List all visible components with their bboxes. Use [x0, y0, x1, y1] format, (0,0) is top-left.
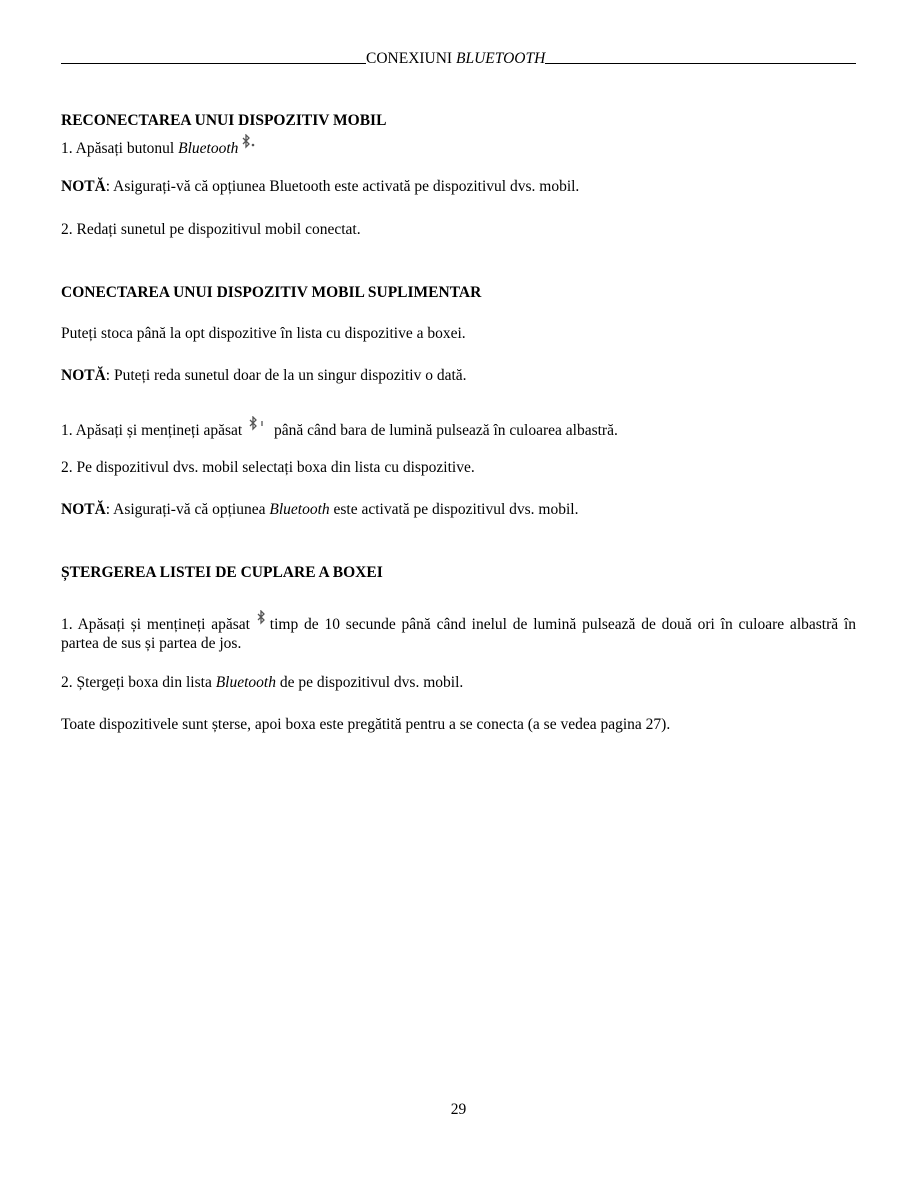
connect-step-2: 2. Pe dispozitivul dvs. mobil selectați boxa din lista cu dispozitive.: [61, 459, 475, 476]
running-header: [61, 46, 856, 68]
header-rule-left: [61, 63, 366, 64]
bluetooth-icon: [240, 134, 256, 155]
section-heading-connect-additional: CONECTAREA UNUI DISPOZITIV MOBIL SUPLIMENTAR: [61, 284, 482, 301]
clear-step-2: 2. Ștergeți boxa din lista Bluetooth de pe dispozitivul dvs. mobil.: [61, 674, 464, 691]
reconnect-step-2: 2. Redați sunetul pe dispozitivul mobil conectat.: [61, 221, 361, 238]
page-number: 29: [450, 1101, 467, 1118]
connect-intro: Puteți stoca până la opt dispozitive în lista cu dispozitive a boxei.: [61, 325, 466, 342]
section-heading-clear-pairing: ȘTERGEREA LISTEI DE CUPLARE A BOXEI: [61, 564, 383, 581]
header-rule-right: [545, 63, 856, 64]
connect-step-1: 1. Apăsați și mențineți apăsat până când bara de lumină pulsează în culoarea albastră.: [61, 416, 856, 440]
reconnect-step-1: 1. Apăsați butonul Bluetooth: [61, 134, 856, 158]
bluetooth-icon: [256, 610, 268, 631]
reconnect-note: NOTĂ: Asigurați-vă că opțiunea Bluetooth este activată pe dispozitivul dvs. mobil.: [61, 178, 580, 195]
connect-note-2: NOTĂ: Asigurați-vă că opțiunea Bluetooth este activată pe dispozitivul dvs. mobil.: [61, 501, 579, 518]
connect-note-1: NOTĂ: Puteți reda sunetul doar de la un singur dispozitiv o dată.: [61, 367, 467, 384]
clear-final-text: Toate dispozitivele sunt șterse, apoi boxa este pregătită pentru a se conecta (a se vedea pagina 27).: [61, 716, 671, 733]
section-heading-reconnect: RECONECTAREA UNUI DISPOZITIV MOBIL: [61, 112, 387, 129]
header-title: CONEXIUNI BLUETOOTH: [366, 50, 546, 67]
clear-step-1: 1. Apăsați și mențineți apăsat timp de 10 secunde până când inelul de lumină pulsează de două ori în culoare albastră în partea de sus și partea de jos.: [61, 610, 856, 653]
bluetooth-icon: [248, 416, 266, 437]
